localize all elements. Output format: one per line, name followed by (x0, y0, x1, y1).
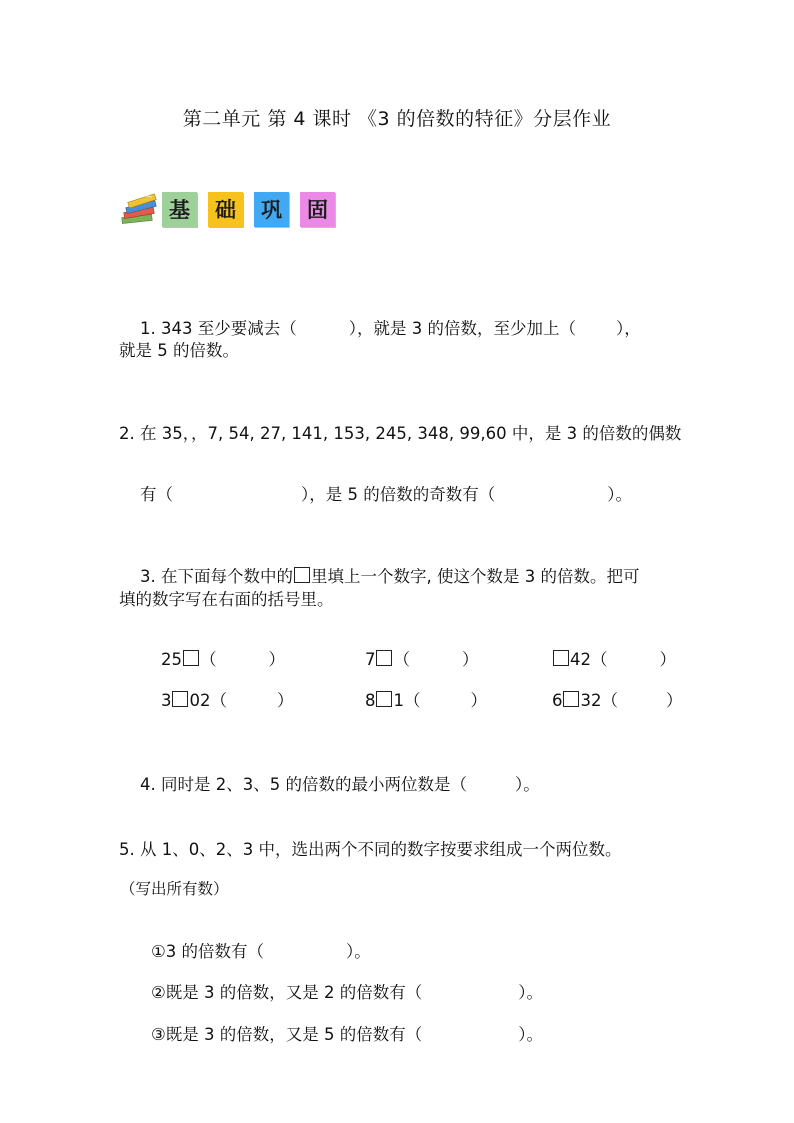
q3-item-6-open: 32（ (580, 691, 618, 710)
q5-sub-3-end: ）。 (518, 1025, 544, 1044)
q1-text-c: ）， (615, 319, 641, 338)
q5-sub-1-end: ）。 (346, 942, 371, 961)
blank-box[interactable] (376, 691, 392, 707)
section-banner (120, 190, 346, 228)
q3-item-4-prefix: 3 (160, 691, 172, 710)
q3-item-4-open: 02（ (189, 691, 227, 710)
question-5-line-2: （写出所有数） (120, 880, 229, 898)
blank-box[interactable] (172, 691, 188, 707)
q3-item-2-prefix: 7 (364, 650, 376, 669)
question-2-line-2 (119, 462, 632, 524)
question-1-line-2: 就是 5 的倍数。 (119, 341, 239, 360)
q3-item-6-prefix: 6 (551, 691, 563, 710)
question-2-line-1: 2. 在 35，，7, 54, 27, 141, 153, 245, 348, 99,60 中，是 3 的倍数的偶数 (119, 424, 682, 443)
q3-text-a: 3. 在下面每个数中的 (139, 567, 293, 586)
q4-text-a: 4. 同时是 2、3、5 的倍数的最小两位数是（ (139, 775, 467, 794)
q3-item-6-close: ） (665, 691, 683, 710)
q4-text-b: ）。 (514, 775, 540, 794)
banner-tile-2: 础 (208, 192, 243, 227)
blank-box[interactable] (553, 650, 569, 666)
books-icon (120, 192, 160, 226)
q3-item-2-close: ） (461, 650, 479, 669)
q2-text-a: 有（ (139, 485, 173, 504)
blank-box[interactable] (376, 650, 392, 666)
q3-item-1-prefix: 25 (160, 650, 182, 669)
q2-text-c: ）。 (607, 485, 632, 504)
blank-box (294, 567, 310, 583)
page-title: 第二单元 第 4 课时 《3 的倍数的特征》分层作业 (182, 108, 612, 130)
q3-item-6 (531, 668, 682, 730)
q2-text-b: ），是 5 的倍数的奇数有（ (300, 485, 496, 504)
blank-box[interactable] (563, 691, 579, 707)
q1-text-a: 1. 343 至少要减去（ (139, 319, 297, 338)
q5-sub-2-text: ②既是 3 的倍数，又是 2 的倍数有（ (150, 983, 423, 1002)
q3-item-5-close: ） (470, 691, 487, 710)
banner-tile-3: 巩 (254, 192, 289, 227)
q3-item-4-close: ） (276, 691, 294, 710)
q5-sub-1-text: ①3 的倍数有（ (150, 942, 265, 961)
question-5-line-1: 5. 从 1、0、2、3 中，选出两个不同的数字按要求组成一个两位数。 (119, 840, 622, 859)
question-4 (119, 752, 540, 814)
q3-text-b: 里填上一个数字, 使这个数是 3 的倍数。把可 (310, 567, 640, 586)
banner-tile-1: 基 (162, 192, 197, 227)
q5-sub-2-end: ）。 (518, 983, 544, 1002)
q3-item-2-open: （ (393, 650, 410, 669)
question-3-line-2: 填的数字写在右面的括号里。 (119, 590, 334, 609)
q3-item-3-close: ） (659, 650, 676, 669)
q3-item-5-prefix: 8 (364, 691, 376, 710)
q3-item-3-open: 42（ (569, 650, 608, 669)
banner-tile-4: 固 (300, 192, 335, 227)
q5-sub-3 (130, 1002, 543, 1064)
q3-item-1-close: ） (268, 650, 285, 669)
q3-item-5-open: 1（ (393, 691, 421, 710)
q3-item-4 (140, 668, 293, 730)
q5-sub-3-text: ③既是 3 的倍数，又是 5 的倍数有（ (150, 1025, 423, 1044)
q1-text-b: ），就是 3 的倍数，至少加上（ (348, 319, 576, 338)
blank-box[interactable] (183, 650, 199, 666)
q3-item-5 (344, 668, 487, 730)
q3-item-1-open: （ (199, 650, 217, 669)
